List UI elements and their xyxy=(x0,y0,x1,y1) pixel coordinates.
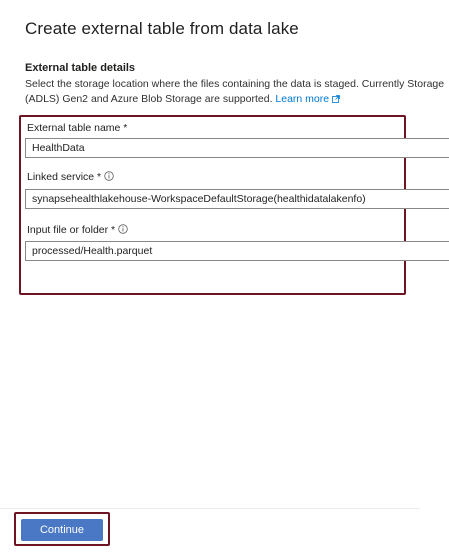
linked-service-select[interactable] xyxy=(25,189,449,209)
info-icon xyxy=(104,171,114,181)
table-name-label-text: External table name * xyxy=(27,122,128,134)
continue-button[interactable]: Continue xyxy=(21,519,103,541)
learn-more-label: Learn more xyxy=(275,93,330,105)
external-link-icon xyxy=(332,95,340,103)
linked-service-label xyxy=(27,171,114,183)
info-icon xyxy=(118,224,128,234)
table-name-label xyxy=(27,122,127,134)
table-name-input[interactable] xyxy=(25,138,449,158)
section-title: External table details xyxy=(25,62,136,74)
linked-service-label-text: Linked service * xyxy=(27,171,102,183)
section-description xyxy=(25,77,445,107)
linked-service-value: synapsehealthlakehouse-WorkspaceDefaultStorage(healthidatalakenfo) xyxy=(32,193,366,205)
panel-title: Create external table from data lake xyxy=(25,19,299,38)
input-file-label xyxy=(27,224,128,236)
input-file-value: processed/Health.parquet xyxy=(32,245,153,257)
table-name-value: HealthData xyxy=(32,142,85,154)
description-text: Select the storage location where the files containing the data is staged. Currently Storage (ADLS) Gen2 and Azure Blob Storage are supported. xyxy=(25,78,445,105)
input-file-label-text: Input file or folder * xyxy=(27,224,116,236)
input-file-input[interactable] xyxy=(25,241,449,261)
learn-more-link[interactable] xyxy=(275,93,340,105)
footer-divider xyxy=(0,508,420,509)
